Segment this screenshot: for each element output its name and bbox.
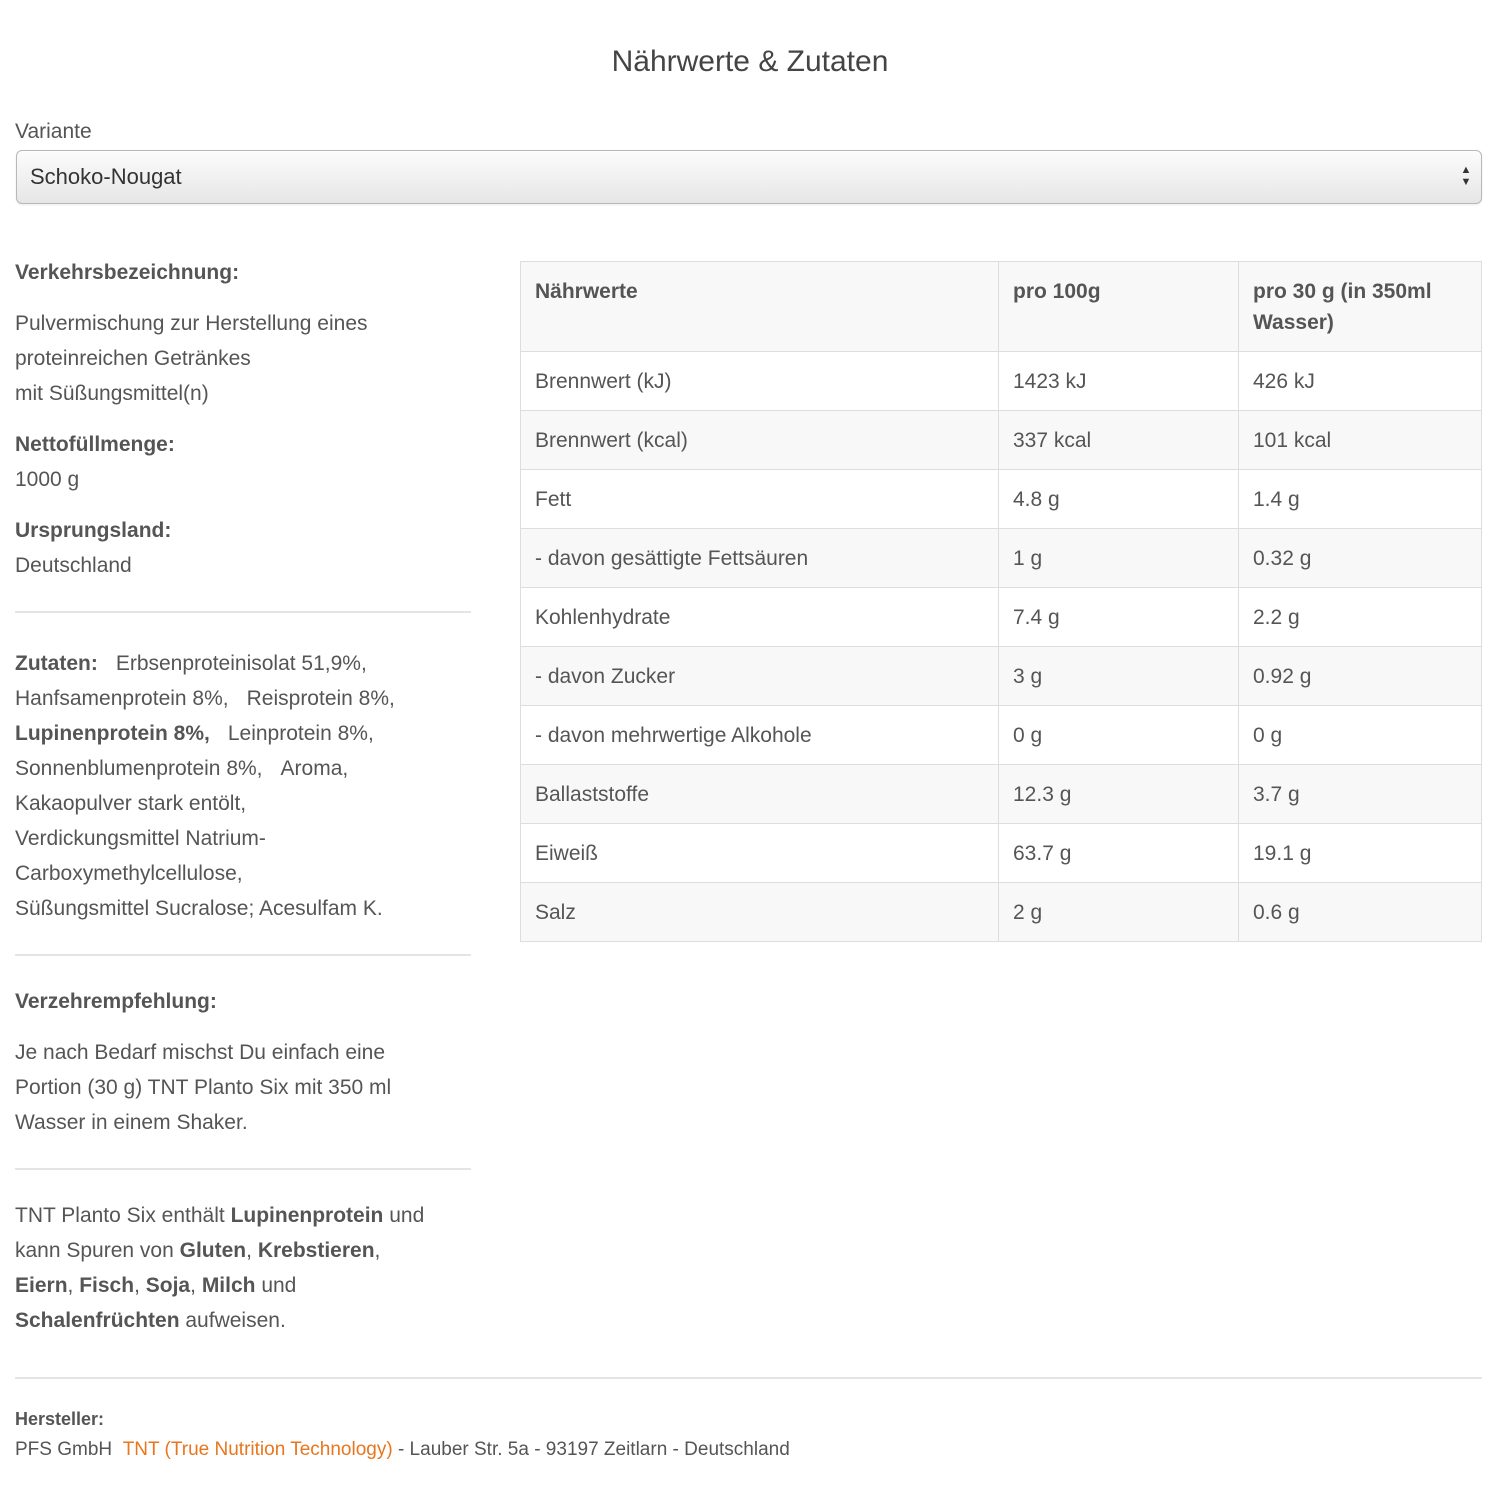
nutrient-name: - davon gesättigte Fettsäuren [521,529,999,588]
table-row [521,352,1482,411]
nutrition-table [520,261,1481,942]
ingredient: Kakaopulver stark entölt, [15,792,247,815]
divider [15,611,471,613]
ingredient-allergen: Lupinenprotein 8%, [15,722,210,745]
ingredient: Leinprotein 8%, [227,722,374,745]
allergen-text: aufweisen. [179,1309,286,1332]
value-per-portion: 3.7 g [1239,765,1482,824]
ingredient: Reisprotein 8%, [246,687,395,710]
nutrient-name: Brennwert (kcal) [521,411,999,470]
nutrient-name: Eiweiß [521,824,999,883]
footer-divider [15,1377,1482,1379]
page-title: Nährwerte & Zutaten [611,45,889,78]
allergen-soy: Soja [145,1274,191,1297]
manufacturer-address: - Lauber Str. 5a - 93197 Zeitlarn - Deutschland [392,1439,790,1460]
allergen-text: und [383,1204,425,1227]
ingredient: Sonnenblumenprotein 8%, [15,757,263,780]
nutrient-name: Salz [521,883,999,942]
recommendation-line: Wasser in einem Shaker. [15,1111,248,1134]
allergen-crustaceans: Krebstieren [257,1239,375,1262]
variant-selected-value: Schoko-Nougat [30,164,182,189]
product-details [15,255,471,1338]
value-per-100g: 337 kcal [999,411,1239,470]
manufacturer-label: Hersteller: [15,1409,105,1429]
ingredient: Verdickungsmittel Natrium- [15,827,266,850]
allergen-text: kann Spuren von [15,1239,180,1262]
value-per-100g: 2 g [999,883,1239,942]
table-row [521,470,1482,529]
designation-line: proteinreichen Getränkes [15,347,251,370]
value-per-100g: 12.3 g [999,765,1239,824]
table-row [521,824,1482,883]
table-row [521,706,1482,765]
value-per-portion: 0.6 g [1239,883,1482,942]
value-per-100g: 1423 kJ [999,352,1239,411]
select-arrows-icon: ▲ ▼ [1460,164,1472,188]
nutrient-name: Ballaststoffe [521,765,999,824]
designation-line: Pulvermischung zur Herstellung eines [15,312,368,335]
value-per-portion: 0.92 g [1239,647,1482,706]
ingredient: Hanfsamenprotein 8%, [15,687,229,710]
nutrient-name: Kohlenhydrate [521,588,999,647]
nutrient-name: Fett [521,470,999,529]
divider [15,1168,471,1170]
recommendation-text [15,1035,471,1140]
net-quantity-value: 1000 g [15,468,80,491]
separator: , [134,1274,140,1297]
ingredient: Aroma, [280,757,349,780]
value-per-100g: 63.7 g [999,824,1239,883]
manufacturer-info [15,1436,790,1464]
allergen-gluten: Gluten [179,1239,247,1262]
allergen-notice [15,1198,471,1338]
nutrient-name: - davon mehrwertige Alkohole [521,706,999,765]
table-header-row [521,262,1482,352]
allergen-eggs: Eiern [15,1274,68,1297]
ingredients-block [15,646,471,926]
allergen-text: TNT Planto Six enthält [15,1204,231,1227]
separator: , [190,1274,196,1297]
designation-label: Verkehrsbezeichnung: [15,261,240,284]
net-quantity-label: Nettofüllmenge: [15,433,175,456]
value-per-100g: 1 g [999,529,1239,588]
variant-label: Variante [15,120,92,143]
value-per-portion: 19.1 g [1239,824,1482,883]
value-per-portion: 0 g [1239,706,1482,765]
value-per-portion: 0.32 g [1239,529,1482,588]
table-row [521,411,1482,470]
recommendation-line: Portion (30 g) TNT Planto Six mit 350 ml [15,1076,392,1099]
table-row [521,647,1482,706]
manufacturer-brand-link[interactable]: TNT (True Nutrition Technology) [122,1439,393,1460]
table-row [521,529,1482,588]
origin-value: Deutschland [15,554,132,577]
table-row [521,765,1482,824]
value-per-portion: 101 kcal [1239,411,1482,470]
designation-line: mit Süßungsmittel(n) [15,382,209,405]
ingredient: Carboxymethylcellulose, [15,862,243,885]
ingredient: Erbsenproteinisolat 51,9%, [115,652,367,675]
allergen-text: und [255,1274,297,1297]
value-per-portion: 2.2 g [1239,588,1482,647]
recommendation-line: Je nach Bedarf mischst Du einfach eine [15,1041,386,1064]
column-header: pro 100g [999,262,1239,352]
value-per-100g: 0 g [999,706,1239,765]
separator: , [374,1239,381,1262]
nutrient-name: - davon Zucker [521,647,999,706]
separator: , [67,1274,74,1297]
value-per-100g: 4.8 g [999,470,1239,529]
origin-label: Ursprungsland: [15,519,172,542]
recommendation-label: Verzehrempfehlung: [15,990,217,1013]
ingredients-label: Zutaten: [15,652,98,675]
ingredient: Süßungsmittel Sucralose; Acesulfam K. [15,897,383,920]
allergen-fish: Fisch [79,1274,135,1297]
value-per-portion: 1.4 g [1239,470,1482,529]
separator: , [246,1239,252,1262]
table-row [521,588,1482,647]
allergen-milk: Milch [201,1274,256,1297]
table-row [521,883,1482,942]
allergen-lupine: Lupinenprotein [230,1204,384,1227]
column-header: Nährwerte [521,262,999,352]
nutrient-name: Brennwert (kJ) [521,352,999,411]
variant-select[interactable] [16,150,1482,204]
value-per-portion: 426 kJ [1239,352,1482,411]
divider [15,954,471,956]
column-header: pro 30 g (in 350ml Wasser) [1239,262,1482,352]
value-per-100g: 3 g [999,647,1239,706]
designation-text [15,306,471,411]
manufacturer-company: PFS GmbH [15,1439,113,1460]
value-per-100g: 7.4 g [999,588,1239,647]
allergen-nuts: Schalenfrüchten [15,1309,180,1332]
